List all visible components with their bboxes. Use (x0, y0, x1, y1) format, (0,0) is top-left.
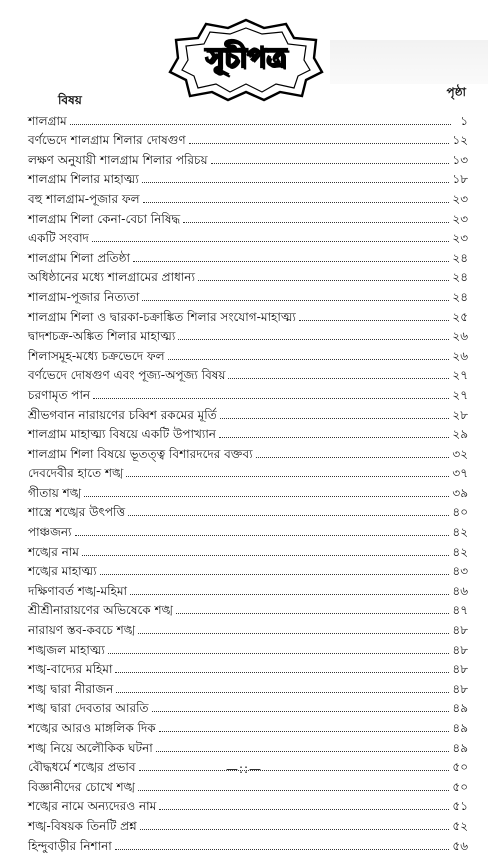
dot-leader (176, 613, 450, 614)
toc-entry (28, 657, 468, 677)
toc-entry (28, 637, 468, 657)
toc-entry-title: শাস্ত্রে শঙ্খের উৎপত্তি (28, 505, 126, 520)
toc-entry-page: ৪৮ (452, 623, 468, 638)
toc-entry-title: শঙ্খ নিয়ে অলৌকিক ঘটনা (28, 740, 153, 755)
toc-entry-title: লক্ষণ অনুযায়ী শালগ্রাম শিলার পরিচয় (28, 152, 208, 167)
dot-leader (100, 574, 450, 575)
toc-entry-page: ১ (460, 113, 468, 128)
dot-leader (159, 731, 450, 732)
toc-entry-page: ৪৭ (452, 603, 468, 618)
dot-leader (143, 202, 450, 203)
toc-entry-page: ৪৯ (452, 740, 468, 755)
toc-entry-page: ৫০ (452, 760, 468, 775)
toc-entry (28, 735, 468, 755)
toc-entry (28, 186, 468, 206)
toc-entry-page: ২৬ (452, 348, 468, 363)
toc-entry (28, 480, 468, 500)
dot-leader (183, 222, 449, 223)
toc-entry-page: ৫১ (452, 799, 468, 814)
toc-entry-title: শঙ্খ-বাদ্যের মহিমা (28, 662, 113, 677)
dot-leader (140, 829, 450, 830)
toc-entry (28, 519, 468, 539)
dot-leader (115, 672, 449, 673)
dot-leader (70, 124, 451, 125)
toc-entry-page: ৪৮ (452, 662, 468, 677)
dot-leader (84, 496, 449, 497)
toc-entry-title: শালগ্রাম শিলা প্রতিষ্ঠা (28, 250, 130, 265)
toc-entry (28, 343, 468, 363)
toc-entry-page: ৫২ (452, 818, 468, 833)
toc-entry-page: ২৩ (452, 191, 468, 206)
toc-entry (28, 794, 468, 814)
toc-entry-title: চরণামৃত পান (28, 387, 91, 402)
toc-entry (28, 833, 468, 853)
toc-entry (28, 422, 468, 442)
toc-entry-title: শালগ্রাম মাহাত্ম্য বিষয়ে একটি উপাখ্যান (28, 427, 216, 442)
toc-entry-title: গীতায় শঙ্খ (28, 485, 82, 500)
page-footer-ornament: —::— (225, 762, 263, 776)
toc-entry (28, 206, 468, 226)
toc-entry-title: শঙ্খ দ্বারা দেবতার আরতি (28, 701, 149, 716)
dot-leader (75, 535, 450, 536)
dot-leader (168, 359, 450, 360)
dot-leader (128, 515, 449, 516)
toc-entry (28, 598, 468, 618)
toc-entry-page: ১২ (452, 133, 468, 148)
toc-entry (28, 578, 468, 598)
toc-entry (28, 304, 468, 324)
dot-leader (142, 300, 449, 301)
dot-leader (133, 261, 449, 262)
toc-entry-page: ২৭ (452, 387, 468, 402)
toc-entry-title: শঙ্খ দ্বারা নীরাজন (28, 681, 114, 696)
toc-entry-page: ২৫ (452, 309, 468, 324)
toc-entry-title: বহু শালগ্রাম-পূজার ফল (28, 191, 140, 206)
toc-entry-title: বৌদ্ধধর্মে শঙ্খের প্রভাব (28, 760, 136, 775)
toc-entry-title: পাঞ্চজন্য (28, 525, 72, 540)
dot-leader (156, 751, 450, 752)
toc-entry-page: ২৩ (452, 231, 468, 246)
toc-entry-page: ১৮ (452, 172, 468, 187)
toc-entry (28, 813, 468, 833)
toc-entry (28, 617, 468, 637)
dot-leader (92, 241, 450, 242)
dot-leader (219, 437, 449, 438)
dot-leader (116, 692, 449, 693)
toc-entry (28, 676, 468, 696)
toc-entry (28, 363, 468, 383)
toc-entry-title: শালগ্রাম (28, 113, 67, 128)
toc-entry-title: একটি সংবাদ (28, 231, 89, 246)
toc-entry-title: শঙ্খের মাহাত্ম্য (28, 564, 97, 579)
toc-entry-page: ৪৮ (452, 681, 468, 696)
toc-entry-page: ৪৮ (452, 642, 468, 657)
dot-leader (108, 653, 450, 654)
toc-entry-page: ৪৬ (452, 583, 468, 598)
toc-entry (28, 245, 468, 265)
toc-entry (28, 128, 468, 148)
toc-entry-page: ৪৯ (452, 721, 468, 735)
toc-entry-title: শিলাসমূহ-মধ্যে চক্রভেদে ফল (28, 348, 165, 363)
dot-leader (115, 849, 450, 850)
toc-entry (28, 108, 468, 128)
toc-entry-page: ২৪ (452, 289, 468, 304)
dot-leader (130, 594, 449, 595)
toc-entry-page: ২৬ (452, 329, 468, 344)
toc-entry-title: শালগ্রাম শিলা ও দ্বারকা-চক্রাঙ্কিত শিলার সংযোগ-মাহাত্ম্য (28, 309, 296, 324)
toc-entry (28, 147, 468, 167)
toc-entry (28, 265, 468, 285)
toc-entry-title: বর্ণভেদে শালগ্রাম শিলার দোষগুণ (28, 133, 186, 148)
toc-entry (28, 382, 468, 402)
toc-entry (28, 324, 468, 344)
toc-entry-page: ২৮ (452, 407, 468, 422)
toc-entry-page: ৩৭ (452, 466, 468, 481)
toc-entry-page: ৩২ (452, 446, 468, 461)
toc-entry-title: শালগ্রাম শিলা বিষয়ে ভূতত্ত্ব বিশারদদের বক্তব্য (28, 446, 253, 461)
dot-leader (138, 790, 449, 791)
dot-leader (228, 378, 449, 379)
toc-entry-title: অধিষ্ঠানের মধ্যে শালগ্রামের প্রাধান্য (28, 270, 195, 285)
toc-entry (28, 284, 468, 304)
toc-entry (28, 774, 468, 794)
toc-entry-title: শঙ্খের নামে অন্যদেরও নাম (28, 799, 157, 814)
toc-entry-page: ৫৬ (452, 838, 468, 853)
dot-leader (142, 182, 450, 183)
toc-entry (28, 696, 468, 716)
toc-entry-page: ৫০ (452, 779, 468, 794)
toc-entry-title: দক্ষিণাবর্ত শঙ্খ-মহিমা (28, 583, 127, 598)
toc-entry-title: দ্বাদশচক্র-অঙ্কিত শিলার মাহাত্ম্য (28, 329, 176, 344)
title-badge (168, 18, 324, 102)
toc-entry (28, 715, 468, 735)
toc-entry-page: ৪২ (452, 525, 468, 540)
toc-entry-title: শঙ্খ-বিষয়ক তিনটি প্রশ্ন (28, 818, 137, 833)
toc-entry-page: ৩৯ (452, 485, 468, 500)
toc-entry-title: শ্রীভগবান নারায়ণের চব্বিশ রকমের মূর্তি (28, 407, 217, 422)
dot-leader (152, 711, 450, 712)
dot-leader (220, 418, 450, 419)
toc-entry-page: ২৩ (452, 211, 468, 226)
dot-leader (82, 555, 449, 556)
toc-entry (28, 226, 468, 246)
toc-entry-page: ৪৯ (452, 701, 468, 716)
dot-leader (126, 476, 449, 477)
subject-column-header: বিষয় (58, 93, 82, 107)
toc-entry-page: ৪৩ (452, 564, 468, 579)
toc-entry-title: শঙ্খজল মাহাত্ম্য (28, 642, 105, 657)
toc-entry-page: ৪০ (452, 505, 468, 520)
table-of-contents (28, 108, 468, 853)
toc-entry-title: শালগ্রাম-পূজার নিত্যতা (28, 289, 140, 304)
page-column-header: পৃষ্ঠা (446, 85, 466, 99)
dot-leader (138, 633, 449, 634)
dot-leader (93, 398, 449, 399)
toc-entry-page: ১৩ (452, 152, 468, 167)
dot-leader (159, 809, 449, 810)
toc-entry (28, 402, 468, 422)
toc-entry (28, 167, 468, 187)
toc-entry-title: হিন্দুবাড়ীর নিশানা (28, 838, 112, 853)
toc-entry-title: বিজ্ঞানীদের চোখে শঙ্খ (28, 779, 135, 794)
toc-entry-page: ২৭ (452, 368, 468, 383)
toc-entry-title: শালগ্রাম শিলার মাহাত্ম্য (28, 172, 139, 187)
toc-entry (28, 441, 468, 461)
dot-leader (211, 163, 450, 164)
toc-entry-page: ২৯ (452, 427, 468, 442)
toc-entry-title: বর্ণভেদে দোষগুণ এবং পূজ্য-অপূজ্য বিষয় (28, 368, 226, 383)
page-title: সূচীপত্র (205, 41, 287, 74)
toc-entry-title: শালগ্রাম শিলা কেনা-বেচা নিষিদ্ধ (28, 211, 181, 226)
dot-leader (189, 143, 450, 144)
toc-entry-title: দেবদেবীর হাতে শঙ্খ (28, 466, 124, 481)
toc-entry-title: শঙ্খের আরও মাঙ্গলিক দিক (28, 721, 156, 735)
dot-leader (256, 457, 450, 458)
toc-entry (28, 461, 468, 481)
toc-entry (28, 500, 468, 520)
toc-entry (28, 539, 468, 559)
toc-entry-page: ২৪ (452, 270, 468, 285)
bleed-through-texture (330, 40, 488, 84)
dot-leader (299, 320, 450, 321)
toc-entry-page: ২৪ (452, 250, 468, 265)
toc-entry-page: ৪২ (452, 544, 468, 559)
dot-leader (178, 339, 449, 340)
toc-entry-title: নারায়ণ স্তব-কবচে শঙ্খ (28, 623, 136, 638)
dot-leader (198, 280, 449, 281)
toc-entry-title: শ্রীশ্রীনারায়ণের অভিষেকে শঙ্খ (28, 603, 173, 618)
toc-entry (28, 559, 468, 579)
toc-entry-title: শঙ্খের নাম (28, 544, 79, 559)
